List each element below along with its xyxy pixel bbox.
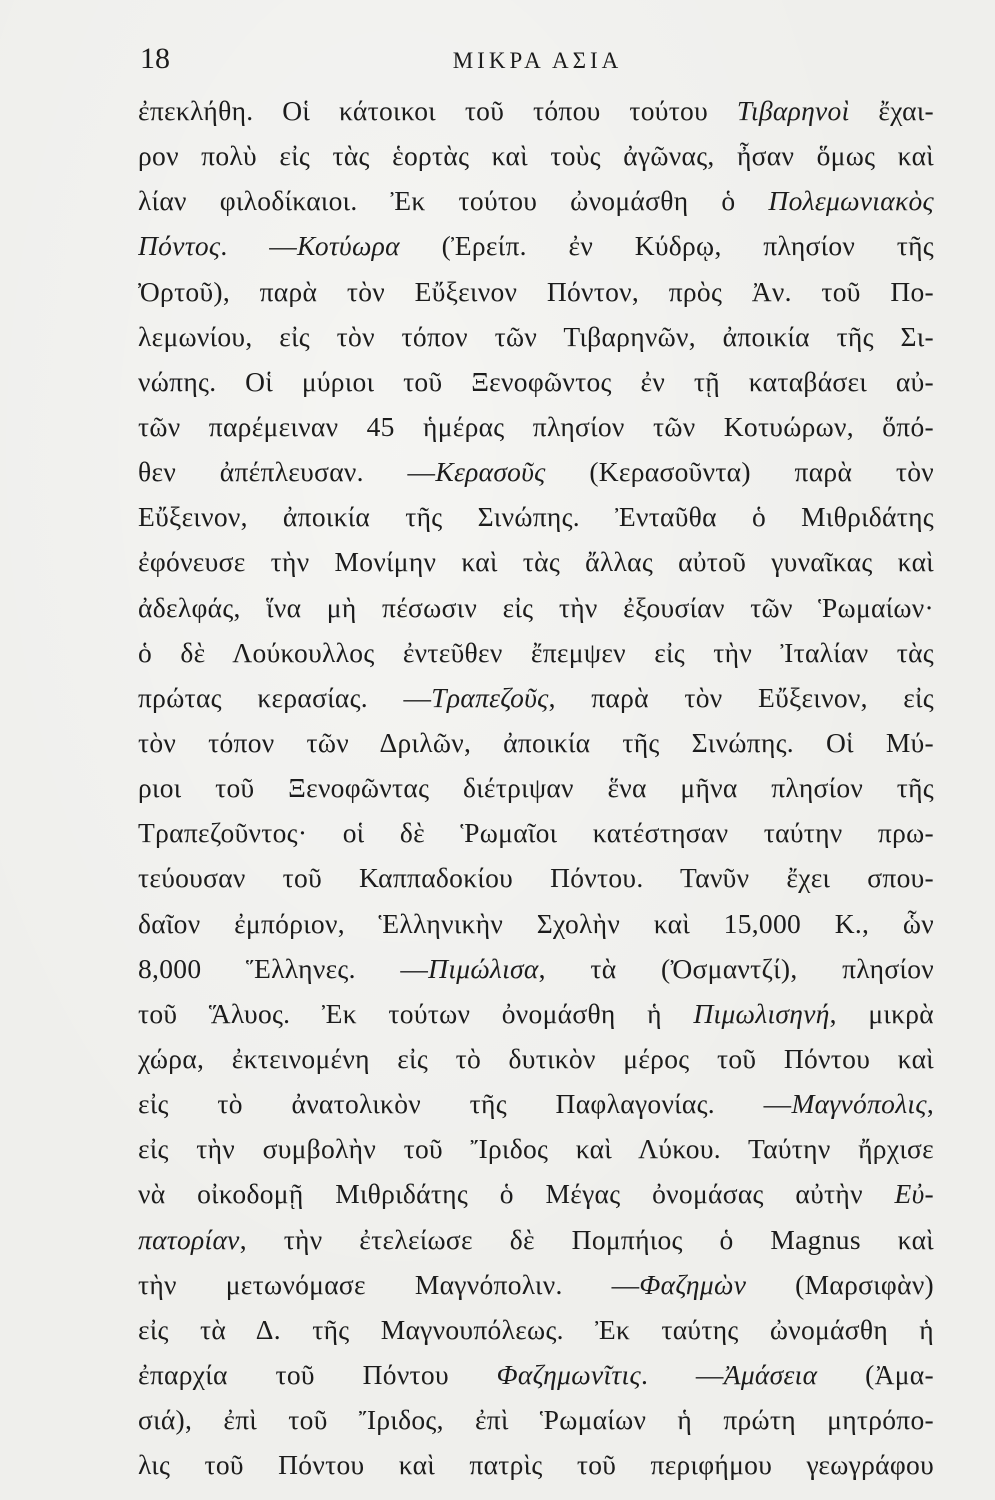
italic-term: Πολεμωνιακὸς — [768, 185, 934, 217]
text-run: , μικρὰ — [829, 997, 934, 1029]
text-line — [138, 1397, 934, 1442]
text-run: ρον πολὺ εἰς τὰς ἑορτὰς καὶ τοὺς ἀγῶνας, ἦσαν ὅμως καὶ — [138, 140, 934, 172]
text-run: , τὴν ἐτελείωσε δὲ Πομπήιος ὁ Magnus καὶ — [239, 1223, 934, 1255]
text-run: χώρα, ἐκτεινομένη εἰς τὸ δυτικὸν μέρος τοῦ Πόντου καὶ — [138, 1042, 934, 1074]
text-run: (Ἐρείπ. ἐν Κύδρῳ, πλησίον τῆς — [399, 230, 934, 262]
italic-term: Κοτύωρα — [297, 230, 400, 262]
text-run: δαῖον ἐμπόριον, Ἑλληνικὴν Σχολὴν καὶ 15,000 Κ., ὧν — [138, 907, 934, 939]
text-run: , — [926, 1088, 934, 1120]
text-line — [138, 1352, 934, 1397]
text-run: (Μαρσιφὰν) — [746, 1268, 934, 1300]
text-line — [138, 720, 934, 765]
text-run: , παρὰ τὸν Εὔξεινον, εἰς — [548, 681, 934, 713]
text-line — [138, 1171, 934, 1216]
text-run: ἐφόνευσε τὴν Μονίμην καὶ τὰς ἄλλας αὐτοῦ γυναῖκας καὶ — [138, 546, 934, 578]
italic-term: Πιμωλισηνή — [693, 997, 830, 1029]
text-line — [138, 675, 934, 720]
text-run: νώπης. Οἱ μύριοι τοῦ Ξενοφῶντος ἐν τῇ καταβάσει αὐ- — [138, 365, 934, 397]
text-run: ριοι τοῦ Ξενοφῶντας διέτριψαν ἕνα μῆνα πλησίον τῆς — [138, 772, 934, 804]
text-run: ἐπεκλήθη. Οἱ κάτοικοι τοῦ τόπου τούτου — [138, 95, 737, 126]
text-run: εἰς τὰ Δ. τῆς Μαγνουπόλεως. Ἐκ ταύτης ὠνομάσθη ἡ — [138, 1313, 934, 1345]
italic-term: πατορίαν — [138, 1223, 240, 1255]
text-line — [138, 630, 934, 675]
text-line — [138, 359, 934, 404]
italic-term: Εὐ- — [894, 1178, 934, 1210]
text-run: . — — [220, 230, 297, 262]
text-run: τεύουσαν τοῦ Καππαδοκίου Πόντου. Τανῦν ἔχει σπου- — [138, 862, 934, 894]
text-run: Ὀρτοῦ), παρὰ τὸν Εὔξεινον Πόντον, πρὸς Ἀν. τοῦ Πο- — [138, 275, 934, 307]
italic-term: Ἀμάσεια — [723, 1358, 818, 1390]
italic-term: Πόντος — [138, 230, 221, 262]
italic-term: Μαγνόπολις — [791, 1088, 927, 1120]
text-line — [138, 269, 934, 314]
text-line — [138, 449, 934, 494]
italic-term: Πιμώλισα — [428, 952, 539, 984]
text-run: λεμωνίου, εἰς τὸν τόπον τῶν Τιβαρηνῶν, ἀποικία τῆς Σι- — [138, 320, 934, 352]
text-run: τοῦ Ἅλυος. Ἐκ τούτων ὀνομάσθη ἡ — [138, 997, 694, 1029]
text-line — [138, 1307, 934, 1352]
running-title: ΜΙΚΡΑ ΑΣΙΑ — [452, 48, 623, 73]
text-run: τὴν μετωνόμασε Μαγνόπολιν. — — [138, 1268, 640, 1300]
text-line — [138, 88, 934, 133]
text-run: ἔχαι- — [849, 95, 934, 126]
text-run: τὸν τόπον τῶν Δριλῶν, ἀποικία τῆς Σινώπης. Οἱ Μύ- — [138, 726, 934, 758]
text-run: (Ἀμα- — [817, 1358, 934, 1390]
italic-term: Τραπεζοῦς — [431, 681, 549, 713]
text-line — [138, 178, 934, 223]
italic-term: Κερασοῦς — [435, 456, 546, 488]
text-line — [138, 539, 934, 584]
text-line — [138, 855, 934, 900]
italic-term: Φαζημωνῖτις — [496, 1358, 641, 1390]
text-line — [138, 585, 934, 630]
text-run: λις τοῦ Πόντου καὶ πατρὶς τοῦ περιφήμου γεωγράφου — [138, 1449, 934, 1481]
text-line — [138, 1126, 934, 1171]
text-run: (Κερασοῦντα) παρὰ τὸν — [545, 456, 934, 488]
text-line — [138, 1217, 934, 1262]
text-run: 8,000 Ἕλληνες. — — [138, 952, 429, 984]
body-text — [138, 88, 934, 1487]
text-line — [138, 314, 934, 359]
text-run: λίαν φιλοδίκαιοι. Ἐκ τούτου ὠνομάσθη ὁ — [138, 185, 769, 217]
italic-term: Φαζημὼν — [639, 1268, 747, 1300]
text-line — [138, 404, 934, 449]
text-line — [138, 1036, 934, 1081]
text-line — [138, 1442, 934, 1487]
text-line — [138, 133, 934, 178]
text-run: σιά), ἐπὶ τοῦ Ἴριδος, ἐπὶ Ῥωμαίων ἡ πρώτη μητρόπο- — [138, 1404, 934, 1436]
text-run: ἐπαρχία τοῦ Πόντου — [138, 1358, 497, 1390]
text-line — [138, 223, 934, 268]
text-run: . — — [640, 1358, 724, 1390]
text-run: , τὰ (Ὀσμαντζί), πλησίον — [538, 952, 934, 984]
text-run: θεν ἀπέπλευσαν. — — [138, 456, 436, 488]
text-line — [138, 1262, 934, 1307]
text-run: τῶν παρέμειναν 45 ἡμέρας πλησίον τῶν Κοτυώρων, ὅπό- — [138, 410, 934, 442]
text-line — [138, 810, 934, 855]
text-line — [138, 765, 934, 810]
text-run: Εὔξεινον, ἀποικία τῆς Σινώπης. Ἐνταῦθα ὁ Μιθριδάτης — [138, 501, 934, 533]
text-line — [138, 901, 934, 946]
italic-term: Τιβαρηνοὶ — [736, 95, 850, 126]
text-run: ὁ δὲ Λούκουλλος ἐντεῦθεν ἔπεμψεν εἰς τὴν Ἰταλίαν τὰς — [138, 636, 934, 668]
text-run: εἰς τὴν συμβολὴν τοῦ Ἴριδος καὶ Λύκου. Ταύτην ἤρχισε — [138, 1133, 934, 1165]
text-line — [138, 494, 934, 539]
text-run: εἰς τὸ ἀνατολικὸν τῆς Παφλαγονίας. — — [138, 1088, 792, 1120]
page-number: 18 — [140, 42, 170, 75]
text-line — [138, 1081, 934, 1126]
text-run: νὰ οἰκοδομῇ Μιθριδάτης ὁ Μέγας ὀνομάσας αὐτὴν — [138, 1178, 895, 1210]
text-run: Τραπεζοῦντος· οἱ δὲ Ῥωμαῖοι κατέστησαν ταύτην πρω- — [138, 817, 934, 849]
page-header — [140, 36, 935, 76]
text-line — [138, 946, 934, 991]
text-run: πρώτας κερασίας. — — [138, 681, 432, 713]
text-line — [138, 991, 934, 1036]
text-run: ἀδελφάς, ἵνα μὴ πέσωσιν εἰς τὴν ἐξουσίαν τῶν Ῥωμαίων· — [138, 591, 934, 623]
